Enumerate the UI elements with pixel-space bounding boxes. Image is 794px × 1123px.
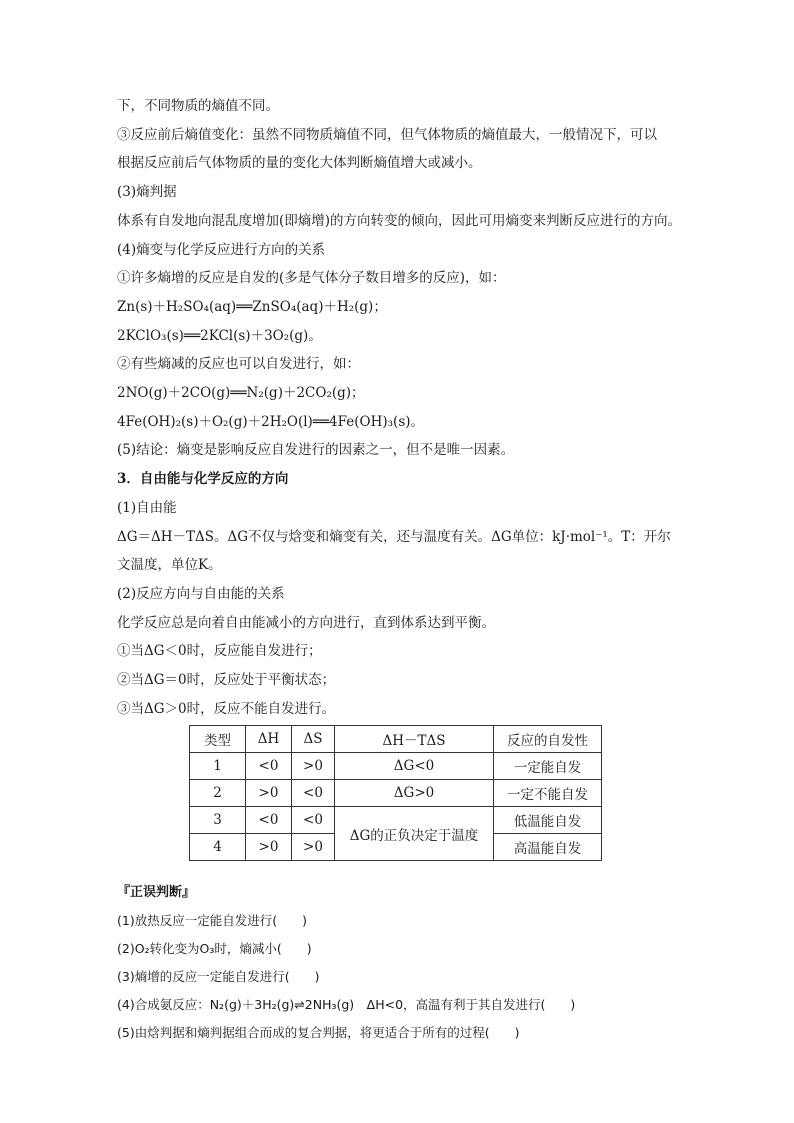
table-header-row: [190, 726, 602, 753]
table-cell: <0: [246, 753, 292, 780]
table-row: [190, 780, 602, 807]
equation-line: 2KClO₃(s)══2KCl(s)＋3O₂(g)。: [117, 327, 322, 344]
text-line: 下，不同物质的熵值不同。: [117, 98, 279, 114]
quiz-item: (3)熵增的反应一定能自发进行( ): [117, 969, 320, 985]
document-page: [117, 92, 687, 1047]
quiz-item: (2)O₂转化变为O₃时，熵减小( ): [117, 941, 312, 957]
table-header: ΔH－TΔS: [335, 726, 494, 753]
table-cell: >0: [292, 834, 335, 861]
table-row: [190, 807, 602, 834]
table-cell: >0: [292, 753, 335, 780]
text-line: 文温度，单位K。: [117, 557, 222, 574]
table-cell: ΔG>0: [335, 780, 494, 807]
equation-line: 4Fe(OH)₂(s)＋O₂(g)＋2H₂O(l)══4Fe(OH)₃(s)。: [117, 413, 425, 430]
section-heading: (4)熵变与化学反应进行方向的关系: [117, 241, 326, 258]
section-heading: 3．自由能与化学反应的方向: [117, 471, 289, 488]
text-line: ①许多熵增的反应是自发的(多是气体分子数目增多的反应)，如：: [117, 270, 506, 287]
quiz-item: (1)放热反应一定能自发进行( ): [117, 913, 307, 929]
text-line: ③当ΔG＞0时，反应不能自发进行。: [117, 700, 336, 717]
table-cell: <0: [246, 807, 292, 834]
table-header: ΔH: [246, 726, 292, 753]
gibbs-table: [189, 725, 602, 861]
text-line: ΔG＝ΔH－TΔS。ΔG不仅与焓变和熵变有关，还与温度有关。ΔG单位：kJ·mol⁻¹。T：开尔: [117, 528, 671, 545]
table-cell: 高温能自发: [494, 834, 602, 861]
table-cell: <0: [292, 807, 335, 834]
text-line: ③反应前后熵值变化：虽然不同物质熵值不同，但气体物质的熵值最大，一般情况下，可以: [117, 126, 657, 143]
table-cell: 2: [190, 780, 246, 807]
table-cell: 3: [190, 807, 246, 834]
table-cell: 一定不能自发: [494, 780, 602, 807]
text-line: 体系有自发地向混乱度增加(即熵增)的方向转变的倾向，因此可用熵变来判断反应进行的方向。: [117, 212, 682, 229]
section-heading: (3)熵判据: [117, 184, 177, 201]
table-row: [190, 753, 602, 780]
table-cell: >0: [246, 834, 292, 861]
table-cell: >0: [246, 780, 292, 807]
quiz-title: 『正误判断』: [117, 885, 196, 901]
text-line: 化学反应总是向着自由能减小的方向进行，直到体系达到平衡。: [117, 614, 495, 631]
table-cell-merged: ΔG的正负决定于温度: [335, 807, 494, 861]
table-cell: ΔG<0: [335, 753, 494, 780]
table-header: ΔS: [292, 726, 335, 753]
quiz-section: [117, 879, 687, 1047]
section-heading: (1)自由能: [117, 499, 177, 516]
section-heading: (2)反应方向与自由能的关系: [117, 585, 285, 602]
text-line: 根据反应前后气体物质的量的变化大体判断熵值增大或减小。: [117, 155, 482, 172]
table-header: 类型: [190, 726, 246, 753]
text-line: ②有些熵减的反应也可以自发进行，如：: [117, 356, 360, 373]
quiz-item: (4)合成氨反应：N₂(g)＋3H₂(g)⇌2NH₃(g) ΔH<0，高温有利于其自发进行( ): [117, 997, 576, 1013]
text-line: ①当ΔG＜0时，反应能自发进行；: [117, 643, 322, 660]
text-line: ②当ΔG＝0时，反应处于平衡状态；: [117, 672, 336, 689]
quiz-item: (5)由焓判据和熵判据组合而成的复合判据，将更适合于所有的过程( ): [117, 1025, 520, 1041]
text-line: (5)结论：熵变是影响反应自发进行的因素之一，但不是唯一因素。: [117, 442, 515, 459]
table-cell: 1: [190, 753, 246, 780]
table-header: 反应的自发性: [494, 726, 602, 753]
equation-line: Zn(s)＋H₂SO₄(aq)══ZnSO₄(aq)＋H₂(g)；: [117, 298, 387, 315]
table-cell: <0: [292, 780, 335, 807]
equation-line: 2NO(g)＋2CO(g)══N₂(g)＋2CO₂(g)；: [117, 385, 365, 402]
table-cell: 低温能自发: [494, 807, 602, 834]
table-cell: 4: [190, 834, 246, 861]
table-cell: 一定能自发: [494, 753, 602, 780]
